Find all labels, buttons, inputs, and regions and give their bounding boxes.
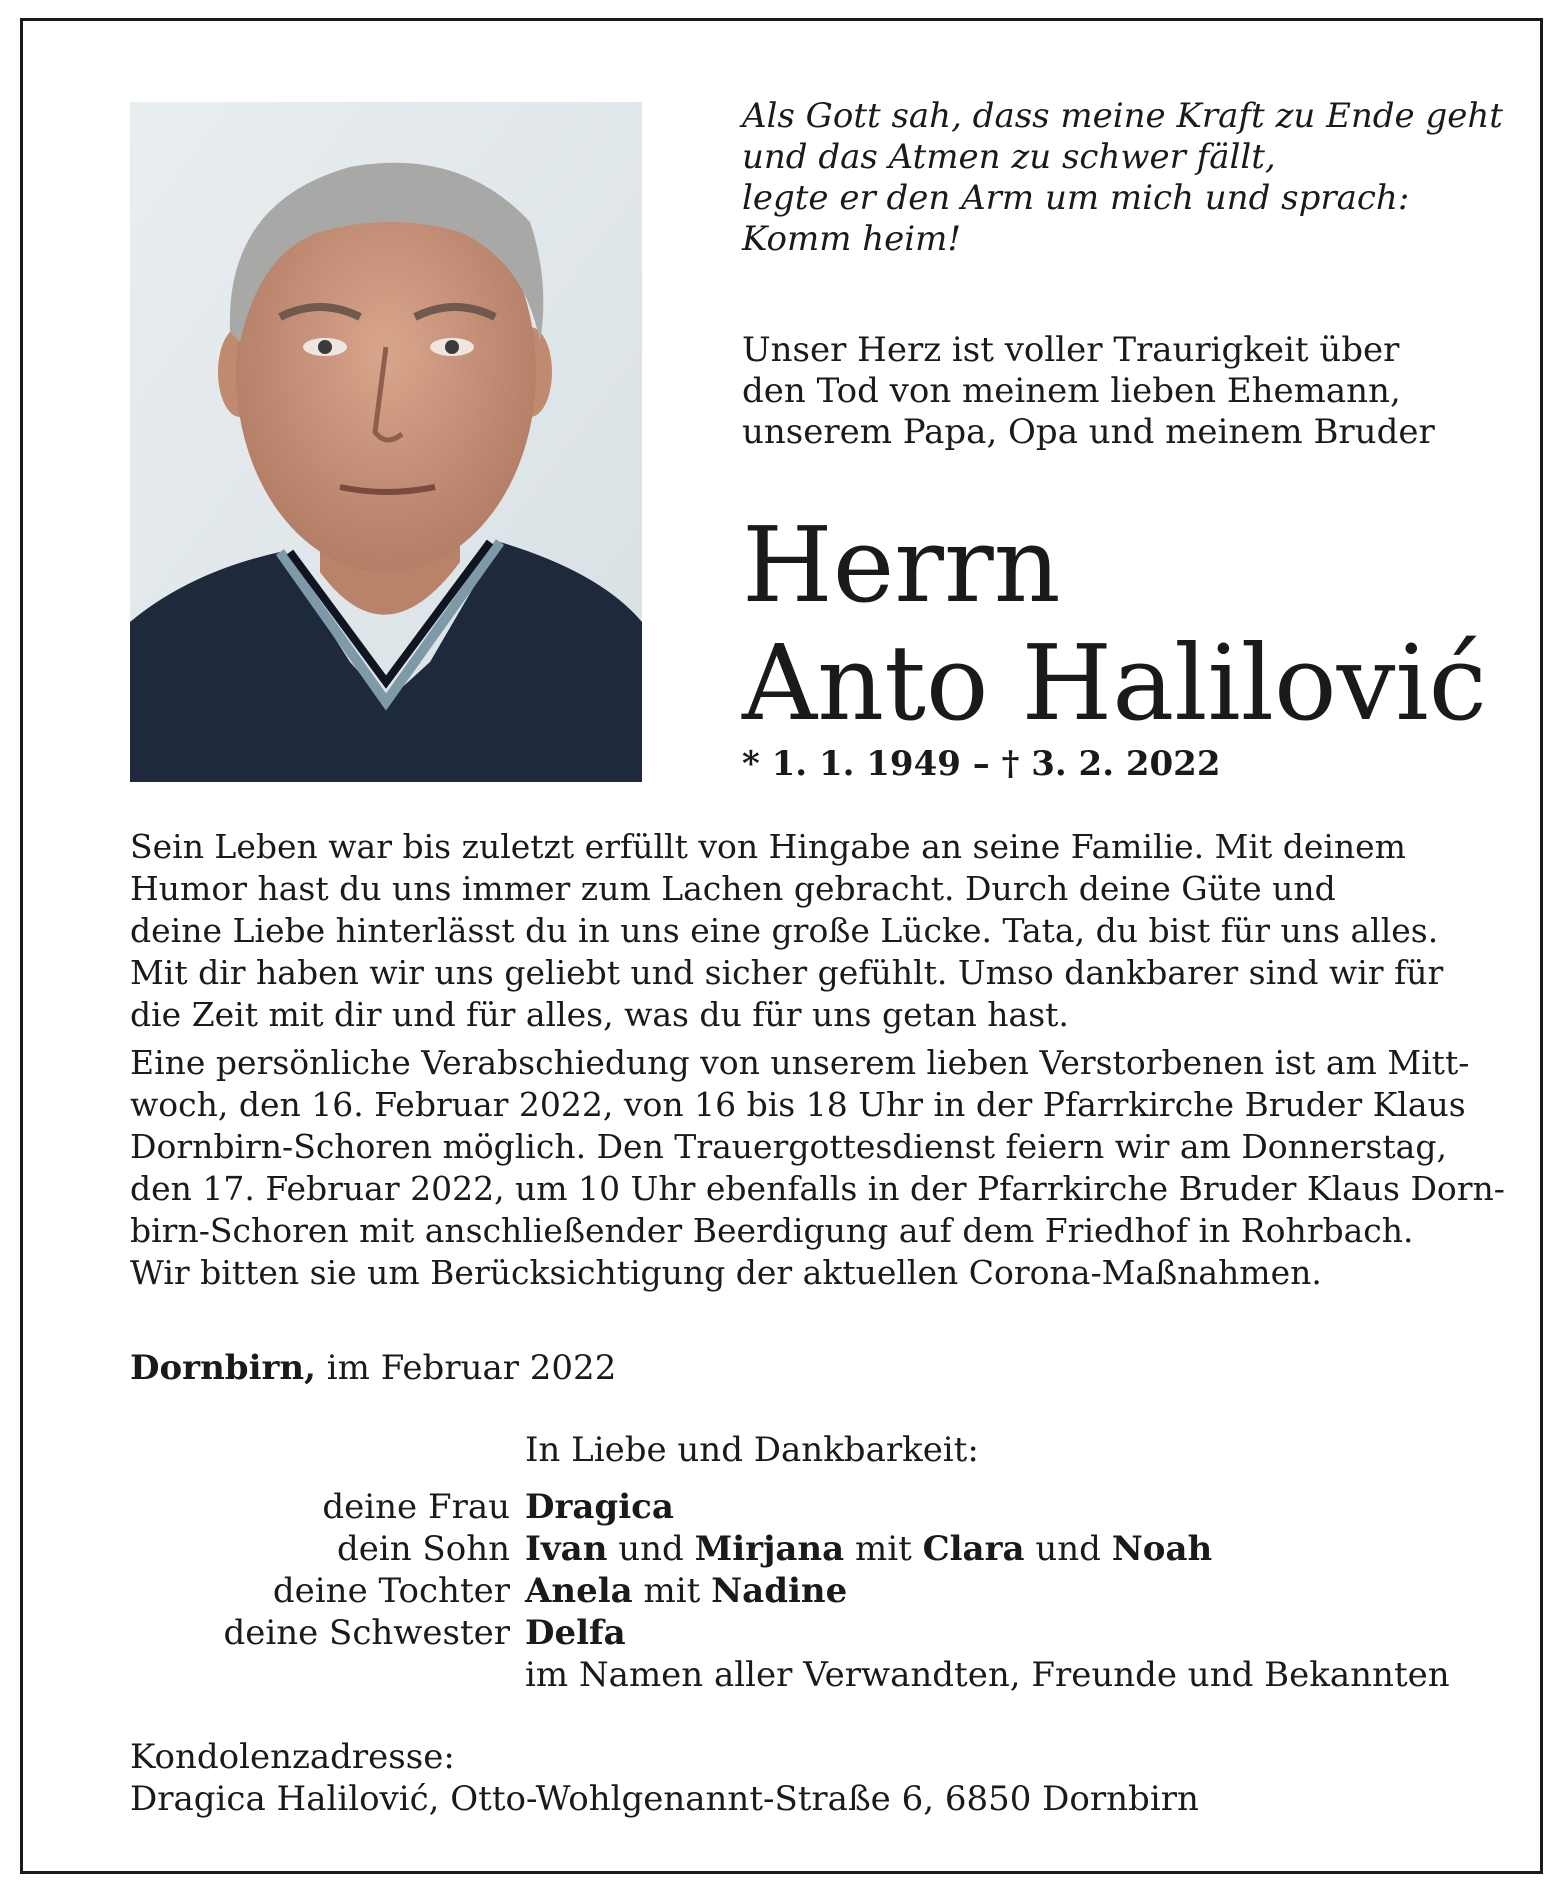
family-member-name: Anela bbox=[525, 1571, 633, 1611]
family-names bbox=[525, 1570, 847, 1612]
text-line: woch, den 16. Februar 2022, von 16 bis 18 Uhr in der Pfarrkirche Bruder Klaus bbox=[130, 1085, 1466, 1124]
thanks-line: In Liebe und Dankbarkeit: bbox=[525, 1430, 979, 1470]
text-line: die Zeit mit dir und für alles, was du für uns getan hast. bbox=[130, 995, 1069, 1034]
place-date bbox=[130, 1348, 616, 1388]
family-connector: und bbox=[607, 1529, 695, 1569]
intro-line: unserem Papa, Opa und meinem Bruder bbox=[742, 412, 1435, 452]
paragraph-funeral-info bbox=[130, 1042, 1505, 1294]
family-row bbox=[130, 1486, 1450, 1528]
poem-line: Komm heim! bbox=[742, 219, 962, 259]
family-connector: mit bbox=[632, 1571, 712, 1611]
obituary-body bbox=[130, 826, 1505, 1300]
intro-line: Unser Herz ist voller Traurigkeit über bbox=[742, 330, 1400, 370]
text-line: birn-Schoren mit anschließender Beerdigung auf dem Friedhof in Rohrbach. bbox=[130, 1211, 1414, 1250]
poem bbox=[742, 96, 1503, 260]
place-month: im Februar 2022 bbox=[315, 1348, 617, 1388]
family-connector: und bbox=[1024, 1529, 1112, 1569]
text-line: den 17. Februar 2022, um 10 Uhr ebenfalls in der Pfarrkirche Bruder Klaus Dorn- bbox=[130, 1169, 1505, 1208]
text-line: Eine persönliche Verabschiedung von unserem lieben Verstorbenen ist am Mitt- bbox=[130, 1043, 1470, 1082]
life-dates: * 1. 1. 1949 – † 3. 2. 2022 bbox=[742, 744, 1221, 784]
text-line: Wir bitten sie um Berücksichtigung der aktuellen Corona-Maßnahmen. bbox=[130, 1253, 1322, 1292]
family-relation: dein Sohn bbox=[336, 1529, 510, 1569]
family-row bbox=[130, 1528, 1450, 1570]
condolence-label: Kondolenzadresse: bbox=[130, 1737, 455, 1777]
family-names bbox=[525, 1654, 1450, 1696]
family-row bbox=[130, 1654, 1450, 1696]
family-member-name: Mirjana bbox=[694, 1529, 845, 1569]
poem-line: legte er den Arm um mich und sprach: bbox=[742, 178, 1410, 218]
paragraph-tribute bbox=[130, 826, 1444, 1036]
intro-line: den Tod von meinem lieben Ehemann, bbox=[742, 371, 1401, 411]
family-relation bbox=[130, 1654, 525, 1696]
poem-line: und das Atmen zu schwer fällt, bbox=[742, 137, 1276, 177]
family-names bbox=[525, 1486, 674, 1528]
deceased-name bbox=[742, 506, 1487, 742]
text-line: deine Liebe hinterlässt du in uns eine große Lücke. Tata, du bist für uns alles. bbox=[130, 911, 1439, 950]
family-row bbox=[130, 1612, 1450, 1654]
family-connector: mit bbox=[844, 1529, 923, 1569]
family-member-name: Dragica bbox=[525, 1487, 674, 1527]
full-name: Anto Halilović bbox=[742, 622, 1487, 744]
family-relation: deine Frau bbox=[322, 1487, 510, 1527]
family-names bbox=[525, 1528, 1212, 1570]
family-member-name: Noah bbox=[1111, 1529, 1213, 1569]
family-member-name: Clara bbox=[922, 1529, 1025, 1569]
family-row bbox=[130, 1570, 1450, 1612]
condolence-address bbox=[130, 1736, 1199, 1820]
family-relation: deine Tochter bbox=[272, 1571, 510, 1611]
portrait-photo bbox=[130, 102, 642, 782]
text-line: Sein Leben war bis zuletzt erfüllt von Hingabe an seine Familie. Mit deinem bbox=[130, 827, 1406, 866]
text-line: Dornbirn-Schoren möglich. Den Trauergottesdienst feiern wir am Donnerstag, bbox=[130, 1127, 1447, 1166]
family-member-name: Delfa bbox=[525, 1613, 626, 1653]
family-list bbox=[130, 1486, 1450, 1696]
family-relation: deine Schwester bbox=[223, 1613, 510, 1653]
text-line: Humor hast du uns immer zum Lachen gebracht. Durch deine Güte und bbox=[130, 869, 1336, 908]
place-city: Dornbirn, bbox=[130, 1348, 316, 1388]
family-member-name: Ivan bbox=[525, 1529, 608, 1569]
intro-text bbox=[742, 330, 1437, 453]
family-connector: im Namen aller Verwandten, Freunde und Bekannten bbox=[525, 1655, 1450, 1695]
text-line: Mit dir haben wir uns geliebt und sicher gefühlt. Umso dankbarer sind wir für bbox=[130, 953, 1444, 992]
family-names bbox=[525, 1612, 626, 1654]
salutation: Herrn bbox=[742, 504, 1061, 626]
poem-line: Als Gott sah, dass meine Kraft zu Ende geht bbox=[742, 96, 1503, 136]
condolence-address-line: Dragica Halilović, Otto-Wohlgenannt-Straße 6, 6850 Dornbirn bbox=[130, 1779, 1199, 1819]
family-member-name: Nadine bbox=[711, 1571, 848, 1611]
